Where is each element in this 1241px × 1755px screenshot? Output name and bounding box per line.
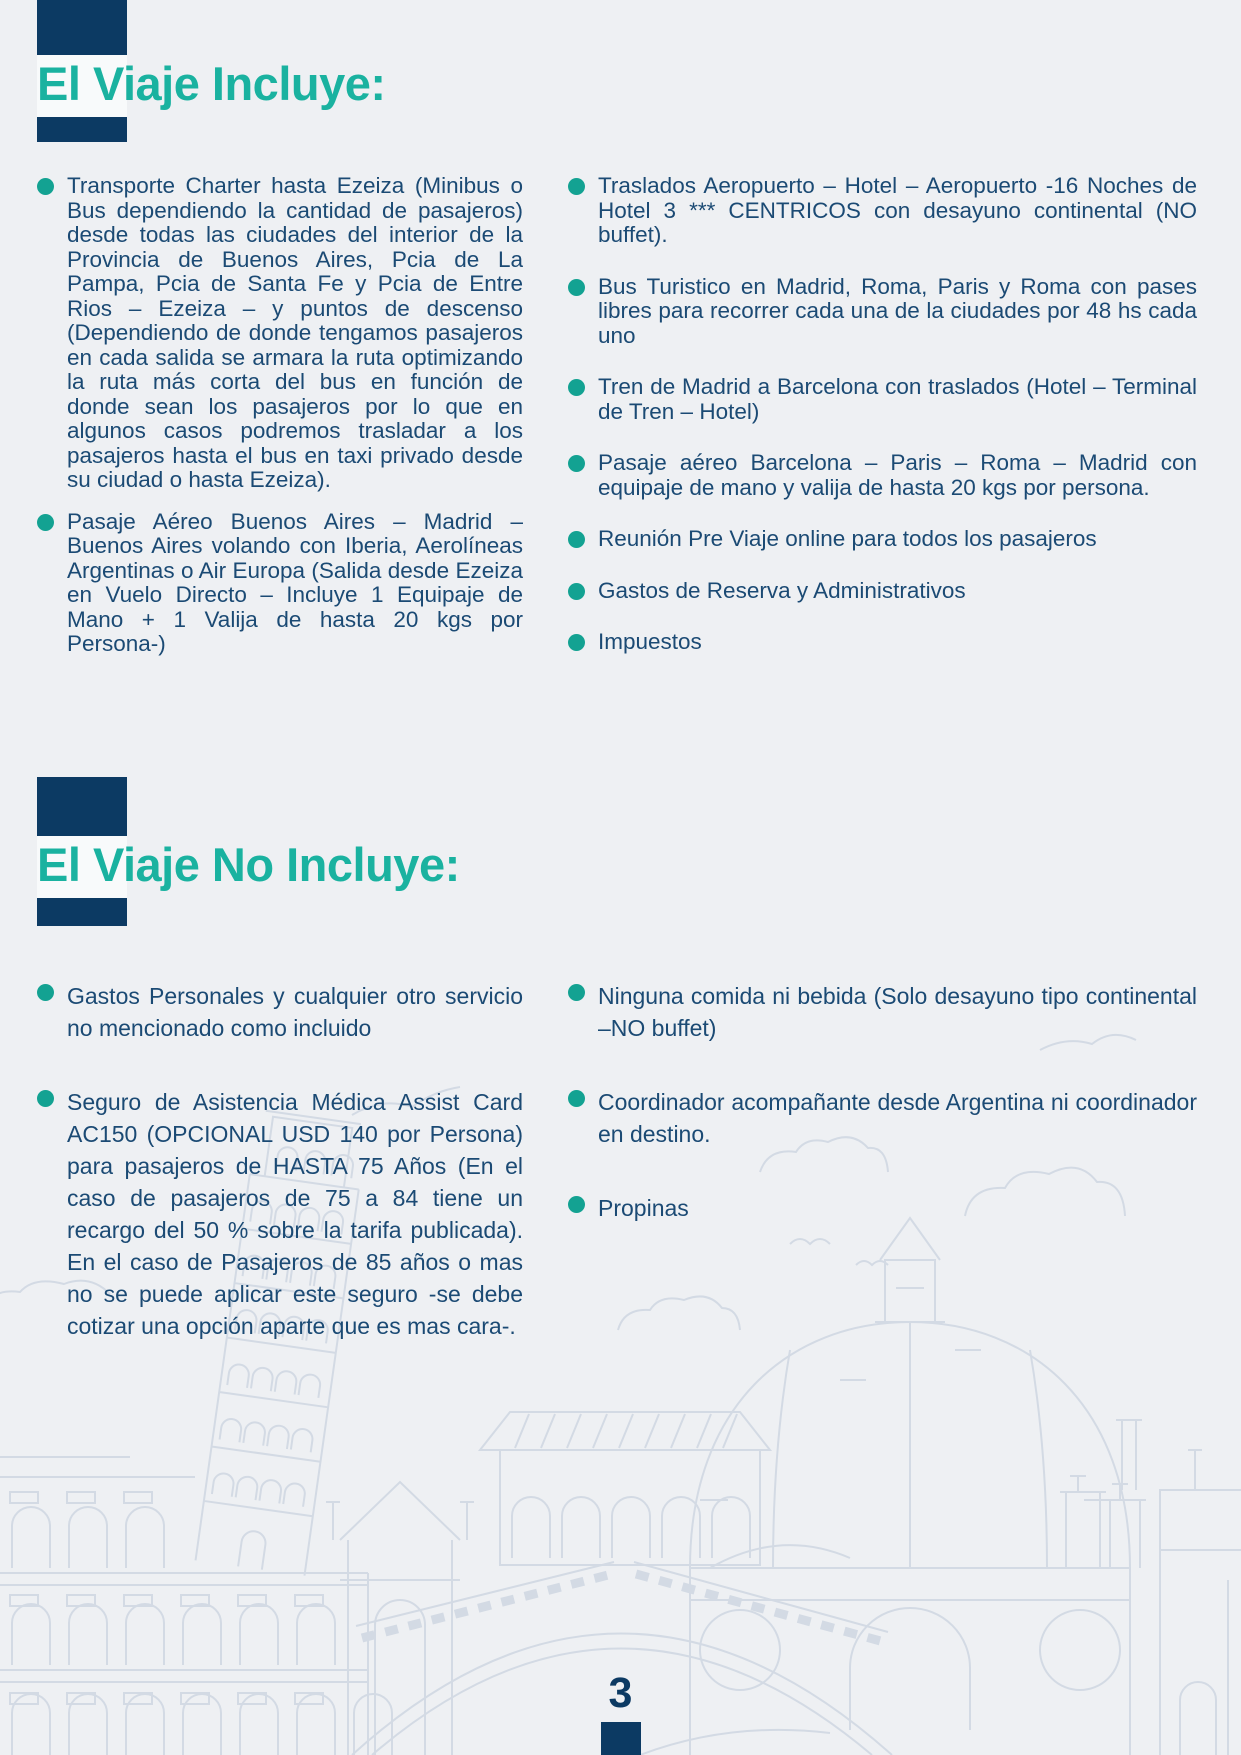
bullet-text: Pasaje aéreo Barcelona – Paris – Roma – Madrid con equipaje de mano y valija de hasta 20 kgs por persona. [598, 450, 1197, 500]
list-item [568, 174, 1197, 248]
includes-right-column [568, 174, 1197, 657]
bullet-dot-icon [37, 178, 54, 195]
bullet-dot-icon [568, 1090, 585, 1107]
bullet-text: Propinas [598, 1194, 689, 1221]
bullet-dot-icon [568, 279, 585, 296]
bullet-text: Ninguna comida ni bebida (Solo desayuno tipo continental –NO buffet) [598, 982, 1197, 1041]
header-accent-block-bottom [37, 898, 127, 926]
bullet-text: Reunión Pre Viaje online para todos los pasajeros [598, 526, 1097, 551]
list-item [568, 630, 1197, 655]
list-item [37, 510, 523, 657]
list-item [568, 375, 1197, 424]
bullet-dot-icon [568, 634, 585, 651]
bullet-dot-icon [568, 531, 585, 548]
bullet-dot-icon [37, 514, 54, 531]
section-header-includes [37, 0, 1241, 142]
list-item [568, 451, 1197, 500]
list-item [568, 275, 1197, 349]
list-item [568, 1192, 1197, 1224]
header-accent-block-bottom [37, 117, 127, 142]
bullet-dot-icon [568, 455, 585, 472]
header-accent-block-top [37, 0, 127, 55]
bullet-text: Tren de Madrid a Barcelona con traslados (Hotel – Terminal de Tren – Hotel) [598, 374, 1197, 424]
bullet-dot-icon [568, 583, 585, 600]
list-item [37, 174, 523, 493]
not-includes-right-column [568, 980, 1197, 1342]
section-title-includes: El Viaje Incluye: [37, 57, 386, 110]
bullet-dot-icon [568, 1196, 585, 1213]
list-item [568, 1086, 1197, 1150]
list-item [568, 980, 1197, 1044]
bullet-text: Transporte Charter hasta Ezeiza (Minibus o Bus dependiendo la cantidad de pasajeros) desde todas las ciudades del interior de la Provincia de Buenos Aires, Pcia de La Pampa, Pcia de Santa Fe y Pcia de Entre Rios – Ezeiza – y puntos de descenso (Dependiendo de donde tengamos pasajeros en cada salida se armara la ruta optimizando la ruta más corta del bus en función de donde sean los pasajeros por lo que en algunos casos podremos trasladar a los pasajeros hasta el bus en taxi privado desde su ciudad o hasta Ezeiza). [67, 173, 523, 492]
includes-left-column [37, 174, 523, 657]
bullet-text: Impuestos [598, 629, 702, 654]
header-accent-block-top [37, 777, 127, 836]
section-header-not-includes [37, 777, 1241, 926]
bullet-text: Gastos Personales y cualquier otro servicio no mencionado como incluido [67, 982, 523, 1041]
bullet-text: Gastos de Reserva y Administrativos [598, 577, 966, 603]
bullet-dot-icon [568, 984, 585, 1001]
includes-list [0, 174, 1241, 657]
bullet-dot-icon [37, 1090, 54, 1107]
list-item [568, 579, 1197, 604]
bullet-text: Seguro de Asistencia Médica Assist Card AC150 (OPCIONAL USD 140 por Persona) para pasajeros de HASTA 75 Años (En el caso de pasajeros de 75 a 84 tiene un recargo del 50 % sobre la tarifa publicada). En el caso de Pasajeros de 85 años o mas no se puede aplicar este seguro -se debe cotizar una opción aparte que es mas cara-. [67, 1088, 523, 1339]
bullet-text: Pasaje Aéreo Buenos Aires – Madrid – Buenos Aires volando con Iberia, Aerolíneas Argentinas o Air Europa (Salida desde Ezeiza en Vuelo Directo – Incluye 1 Equipaje de Mano + 1 Valija de hasta 20 kgs por Persona-) [67, 508, 523, 656]
page-number-tab [601, 1722, 641, 1755]
section-title-not-includes: El Viaje No Incluye: [37, 837, 460, 891]
list-item [568, 527, 1197, 552]
list-item [37, 980, 523, 1044]
bullet-text: Bus Turistico en Madrid, Roma, Paris y Roma con pases libres para recorrer cada una de la ciudades por 48 hs cada uno [598, 273, 1197, 348]
not-includes-list [0, 980, 1241, 1342]
bullet-text: Traslados Aeropuerto – Hotel – Aeropuerto -16 Noches de Hotel 3 *** CENTRICOS con desayuno continental (NO buffet). [598, 173, 1197, 247]
not-includes-left-column [37, 980, 523, 1342]
page-footer [0, 1669, 1241, 1755]
bullet-text: Coordinador acompañante desde Argentina ni coordinador en destino. [598, 1088, 1197, 1147]
bullet-dot-icon [37, 984, 54, 1001]
bullet-dot-icon [568, 379, 585, 396]
page-number: 3 [608, 1669, 633, 1717]
bullet-dot-icon [568, 178, 585, 195]
list-item [37, 1086, 523, 1342]
